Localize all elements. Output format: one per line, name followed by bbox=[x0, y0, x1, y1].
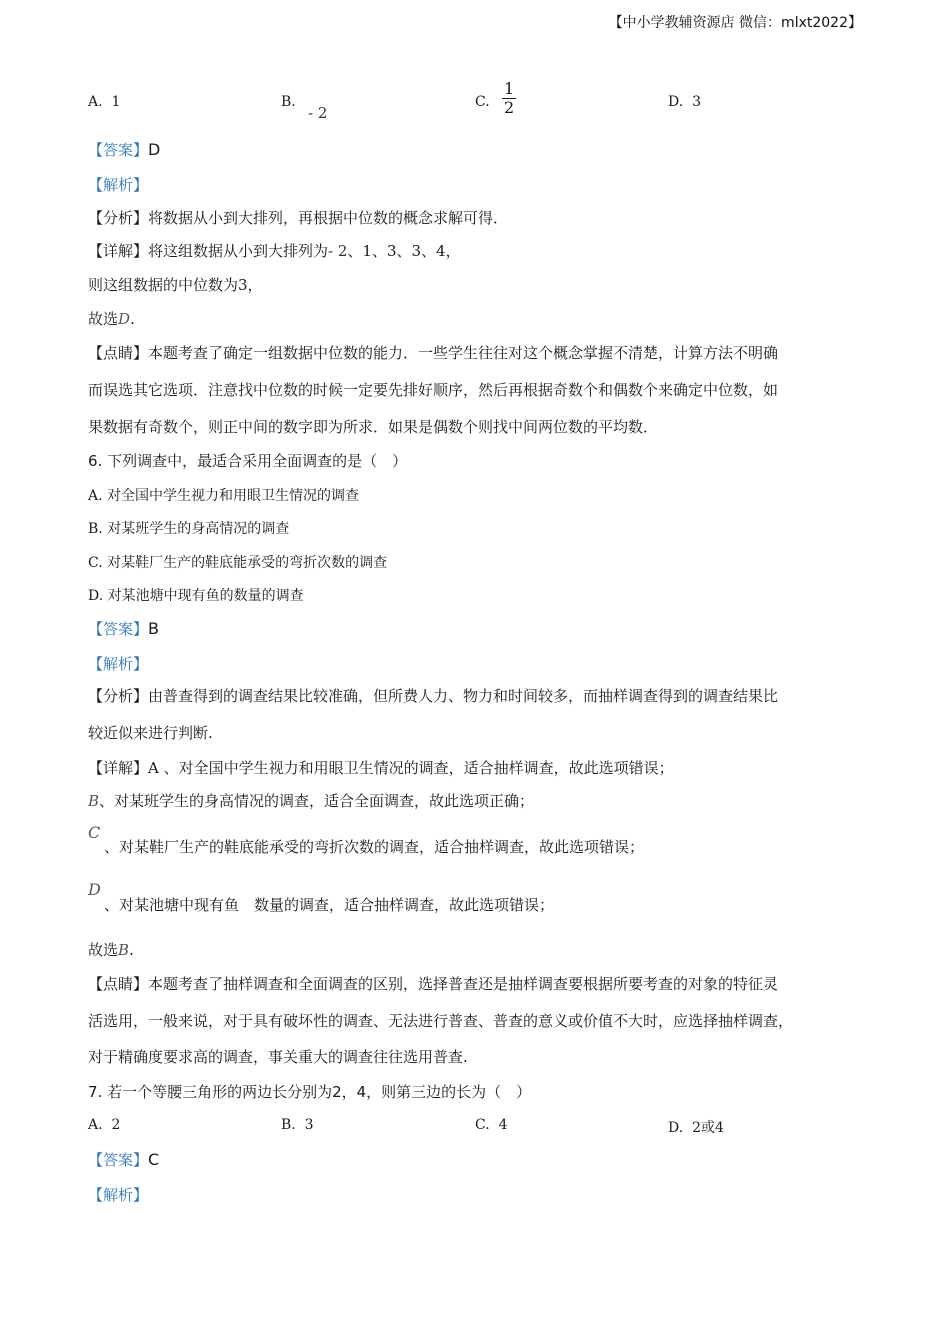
option-value: 1 bbox=[111, 94, 121, 110]
q5-option-a bbox=[88, 94, 120, 110]
detail-text: 、对某班学生的身高情况的调查，适合全面调查，故此选项正确； bbox=[99, 792, 535, 810]
fraction-denominator: 2 bbox=[504, 98, 515, 117]
q7-analysis-tag: 【解析】 bbox=[88, 1186, 149, 1204]
q5-option-c-fraction bbox=[502, 80, 516, 117]
fraction-numerator: 1 bbox=[504, 79, 515, 98]
q7-stem: 7. 若一个等腰三角形的两边长分别为2，4，则第三边的长为（ ） bbox=[88, 1083, 532, 1101]
q7-option-b bbox=[281, 1117, 314, 1133]
q6-dianjing-line-3: 对于精确度要求高的调查，事关重大的调查往往选用普查. bbox=[88, 1048, 468, 1066]
option-label: D. bbox=[668, 94, 684, 110]
q5-analysis-tag: 【解析】 bbox=[88, 176, 149, 194]
q5-option-b-value: - 2 bbox=[308, 104, 328, 122]
answer-value: D bbox=[148, 140, 161, 159]
q6-detail-d-letter: D bbox=[88, 880, 101, 899]
answer-value: C bbox=[148, 1150, 160, 1169]
answer-tag: 【答案】 bbox=[88, 1151, 149, 1169]
q5-dianjing-line-3: 果数据有奇数个，则正中间的数字即为所求．如果是偶数个则找中间两位数的平均数． bbox=[88, 418, 659, 436]
q5-option-d bbox=[668, 94, 701, 110]
q7-option-a bbox=[88, 1117, 120, 1133]
answer-value: B bbox=[148, 619, 159, 638]
option-letter: B bbox=[88, 792, 100, 810]
q5-option-b bbox=[281, 94, 296, 110]
q6-detail-d-text: 、对某池塘中现有鱼 数量的调查，适合抽样调查，故此选项错误； bbox=[104, 896, 555, 914]
option-label: C. bbox=[475, 1117, 490, 1133]
option-label: A. bbox=[88, 1117, 103, 1133]
choose-suffix: . bbox=[130, 310, 135, 328]
answer-tag: 【答案】 bbox=[88, 141, 149, 159]
q5-xiangjie bbox=[88, 241, 461, 261]
q5-median-line: 则这组数据的中位数为3， bbox=[88, 276, 263, 294]
q6-option-d: D. 对某池塘中现有鱼的数量的调查 bbox=[88, 588, 304, 604]
q5-answer bbox=[88, 140, 160, 160]
choose-letter: B bbox=[118, 941, 130, 959]
option-value: 3 bbox=[304, 1117, 314, 1133]
q6-detail-c-letter: C bbox=[88, 823, 101, 842]
q6-stem: 6. 下列调查中，最适合采用全面调查的是（ ） bbox=[88, 452, 408, 470]
q6-choose bbox=[88, 940, 134, 960]
q6-option-c: C. 对某鞋厂生产的鞋底能承受的弯折次数的调查 bbox=[88, 555, 388, 571]
option-value: 2或4 bbox=[692, 1120, 724, 1136]
option-label: B. bbox=[281, 94, 296, 110]
option-label: B. bbox=[281, 1117, 296, 1133]
q5-fenxi: 【分析】将数据从小到大排列，再根据中位数的概念求解可得． bbox=[88, 209, 509, 227]
choose-prefix: 故选 bbox=[88, 310, 119, 328]
q6-detail-c-text: 、对某鞋厂生产的鞋底能承受的弯折次数的调查，适合抽样调查，故此选项错误； bbox=[104, 838, 645, 856]
q7-option-c bbox=[475, 1117, 508, 1133]
answer-tag: 【答案】 bbox=[88, 620, 149, 638]
page-header: 【中小学教辅资源店 微信：mlxt2022】 bbox=[608, 15, 862, 31]
choose-letter: D bbox=[118, 310, 131, 328]
q6-xiangjie: 【详解】A 、对全国中学生视力和用眼卫生情况的调查，适合抽样调查，故此选项错误； bbox=[88, 759, 674, 777]
choose-suffix: . bbox=[129, 941, 134, 959]
q6-detail-b bbox=[88, 791, 534, 811]
q5-dianjing-line-1: 【点睛】本题考查了确定一组数据中位数的能力．一些学生往往对这个概念掌握不清楚，计算方法不明确 bbox=[88, 344, 779, 362]
option-label: A. bbox=[88, 94, 103, 110]
q6-dianjing-line-1: 【点睛】本题考查了抽样调查和全面调查的区别，选择普查还是抽样调查要根据所要考查的对象的特征灵 bbox=[88, 975, 779, 993]
xiangjie-rest: 、1、3、3、4， bbox=[347, 242, 461, 260]
q6-fenxi-line-2: 较近似来进行判断. bbox=[88, 724, 213, 742]
option-value: 4 bbox=[498, 1117, 508, 1133]
q5-choose bbox=[88, 309, 135, 329]
q5-option-c bbox=[475, 94, 490, 110]
q6-fenxi-line-1: 【分析】由普查得到的调查结果比较准确，但所费人力、物力和时间较多，而抽样调查得到的调查结果比 bbox=[88, 687, 779, 705]
option-value: 2 bbox=[111, 1117, 121, 1133]
negative-two: - 2 bbox=[328, 242, 348, 260]
q7-option-d bbox=[668, 1117, 724, 1137]
option-label: C. bbox=[475, 94, 490, 110]
q6-option-a: A. 对全国中学生视力和用眼卫生情况的调查 bbox=[88, 488, 360, 504]
option-value: 3 bbox=[692, 94, 702, 110]
q7-answer bbox=[88, 1150, 159, 1170]
xiangjie-text: 【详解】将这组数据从小到大排列为 bbox=[88, 242, 329, 260]
q6-option-b: B. 对某班学生的身高情况的调查 bbox=[88, 521, 290, 537]
choose-prefix: 故选 bbox=[88, 941, 119, 959]
q6-answer bbox=[88, 619, 159, 639]
option-label: D. bbox=[668, 1120, 684, 1136]
q6-dianjing-line-2: 活选用，一般来说，对于具有破坏性的调查、无法进行普查、普查的意义或价值不大时，应选择抽样调查， bbox=[88, 1012, 794, 1030]
q5-dianjing-line-2: 而误选其它选项．注意找中位数的时候一定要先排好顺序，然后再根据奇数个和偶数个来确定中位数，如 bbox=[88, 381, 779, 399]
q6-analysis-tag: 【解析】 bbox=[88, 655, 149, 673]
